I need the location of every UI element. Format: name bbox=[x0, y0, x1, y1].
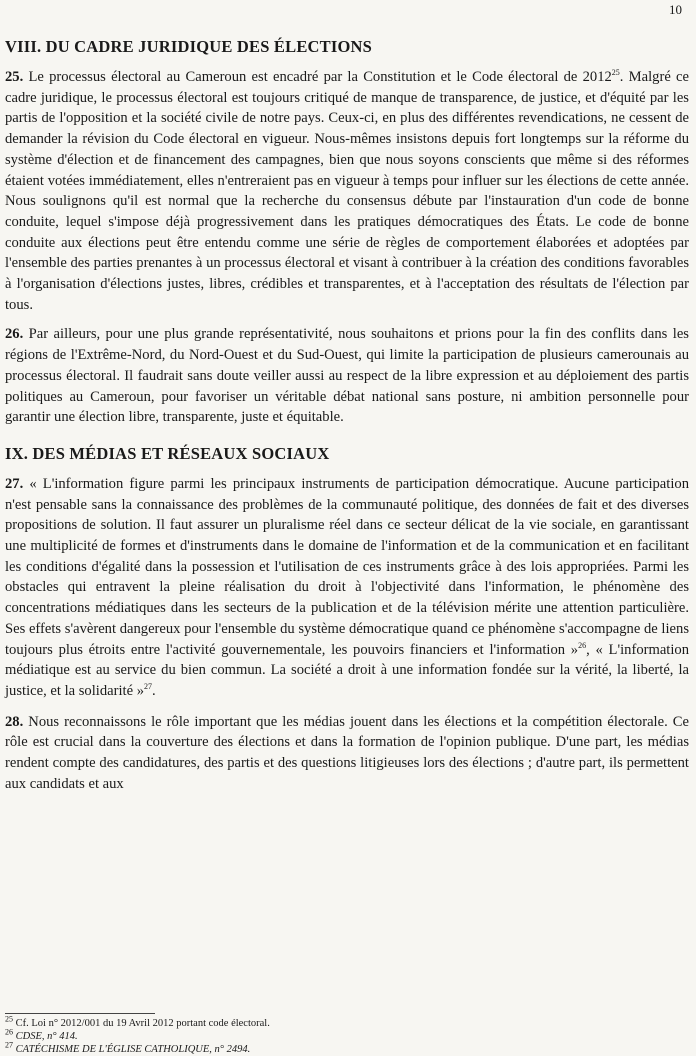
footnotes bbox=[5, 1014, 689, 1056]
paragraph-28 bbox=[5, 712, 689, 795]
paragraph-text: Par ailleurs, pour une plus grande représentativité, nous souhaitons et prions pour la fin des conflits dans les régions de l'Extrême-Nord, du Nord-Ouest et du Sud-Ouest, qui limite la participation de plusieurs camerounais au processus électoral. Il faudrait sans doute veiller aussi au respect de la libre expression et au déploiement des partis politiques au Cameroun, pour favoriser un véritable débat national sans posture, ni ambition personnelle pour garantir une élection libre, transparente, juste et équitable. bbox=[5, 326, 689, 426]
paragraph-26 bbox=[5, 324, 689, 428]
paragraph-text: Le processus électoral au Cameroun est encadré par la Constitution et le Code électoral de 2012 bbox=[23, 69, 612, 85]
paragraph-text: Nous reconnaissons le rôle important que les médias jouent dans les élections et la compétition électorale. Ce rôle est crucial dans la couverture des élections et dans la formation de l'opinion publique. D'une part, les médias rendent compte des candidatures, des partis et des questions litigieuses lors des élections ; d'autre part, ils permettent aux candidats et aux bbox=[5, 713, 689, 792]
footnote-ref-26[interactable]: 26 bbox=[578, 640, 587, 650]
paragraph-text: « L'information figure parmi les principaux instruments de participation démocratique. Aucune participation n'est pensable sans la connaissance des problèmes de la communauté politique, des données de fait et des diverses propositions de solution. Il faut assurer un pluralisme réel dans ce secteur délicat de la vie sociale, en garantissant une multiplicité de formes et d'instruments dans le domaine de l'information et de la communication et en facilitant les conditions d'égalité dans la possession et l'utilisation de ces instruments grâce à des lois appropriées. Parmi les obstacles qui entravent la pleine réalisation du droit à l'objectivité dans l'information, le phénomène des concentrations médiatiques dans les secteurs de la publication et de la télévision mérite une attention particulière. Ses effets s'avèrent dangereux pour l'ensemble du système démocratique quand ce phénomène s'accompagne de liens toujours plus étroits entre l'activité gouvernementale, les pouvoirs financiers et l'information » bbox=[5, 475, 689, 658]
footnote-number: 26 bbox=[5, 1027, 13, 1037]
footnote-27 bbox=[5, 1040, 689, 1056]
paragraph-text: , « L'information médiatique est au service du bien commun. La société a droit à une information fondée sur la vérité, la liberté, la justice, et la solidarité » bbox=[5, 641, 690, 699]
footnote-number: 27 bbox=[5, 1040, 13, 1050]
footnote-text: Cf. Loi n° 2012/001 du 19 Avril 2012 portant code électoral. bbox=[13, 1018, 270, 1029]
paragraph-text: . Malgré ce cadre juridique, le processus électoral est toujours critiqué de manque de transparence, de justice, et d'équité par les partis de l'opposition et la société civile de notre pays. Ceux-ci, en plus des différentes revendications, ne cessent de demander la révision du Code électoral en vigueur. Nous-mêmes insistons depuis fort longtemps sur la réforme du système d'élection et de financement des campagnes, bien que nous soyons conscients que même si des réformes étaient votées immédiatement, elles n'entreraient pas en vigueur à temps pour influer sur les élections de cette année. Nous soulignons qu'il est normal que la recherche du consensus débute par l'instauration d'un code de bonne conduite, lequel s'impose déjà progressivement dans les pratiques démocratiques des États. Le code de bonne conduite aux élections peut être entendu comme une série de règles de comportement élaborées et adoptées par l'ensemble des parties prenantes à un processus électoral et visant à contribuer à la création des conditions favorables à l'organisation d'élections justes, libres, crédibles et transparentes, et à l'acceptation des résultats de l'élection par tous. bbox=[5, 69, 689, 313]
footnote-ref-27[interactable]: 27 bbox=[144, 682, 153, 692]
footnote-text: CDSE, n° 414. bbox=[13, 1031, 78, 1042]
paragraph-number: 26. bbox=[5, 326, 24, 343]
section-heading-viii: VIII. DU CADRE JURIDIQUE DES ÉLECTIONS bbox=[5, 37, 373, 56]
paragraph-27 bbox=[5, 474, 689, 702]
footnote-separator bbox=[5, 1013, 155, 1014]
paragraph-number: 28. bbox=[5, 713, 24, 730]
section-heading-ix: IX. DES MÉDIAS ET RÉSEAUX SOCIAUX bbox=[5, 443, 330, 463]
paragraph-25 bbox=[5, 67, 689, 315]
page-number: 10 bbox=[669, 2, 682, 17]
document-body bbox=[5, 30, 689, 795]
footnote-number: 25 bbox=[5, 1014, 13, 1024]
paragraph-text: . bbox=[152, 682, 156, 699]
paragraph-number: 25. bbox=[5, 69, 24, 85]
paragraph-number: 27. bbox=[5, 475, 24, 492]
footnote-26 bbox=[5, 1027, 689, 1043]
footnote-text: CATÉCHISME DE L'ÉGLISE CATHOLIQUE, n° 2494. bbox=[13, 1044, 251, 1055]
footnote-ref-25[interactable]: 25 bbox=[611, 68, 620, 78]
footnote-25 bbox=[5, 1014, 689, 1030]
